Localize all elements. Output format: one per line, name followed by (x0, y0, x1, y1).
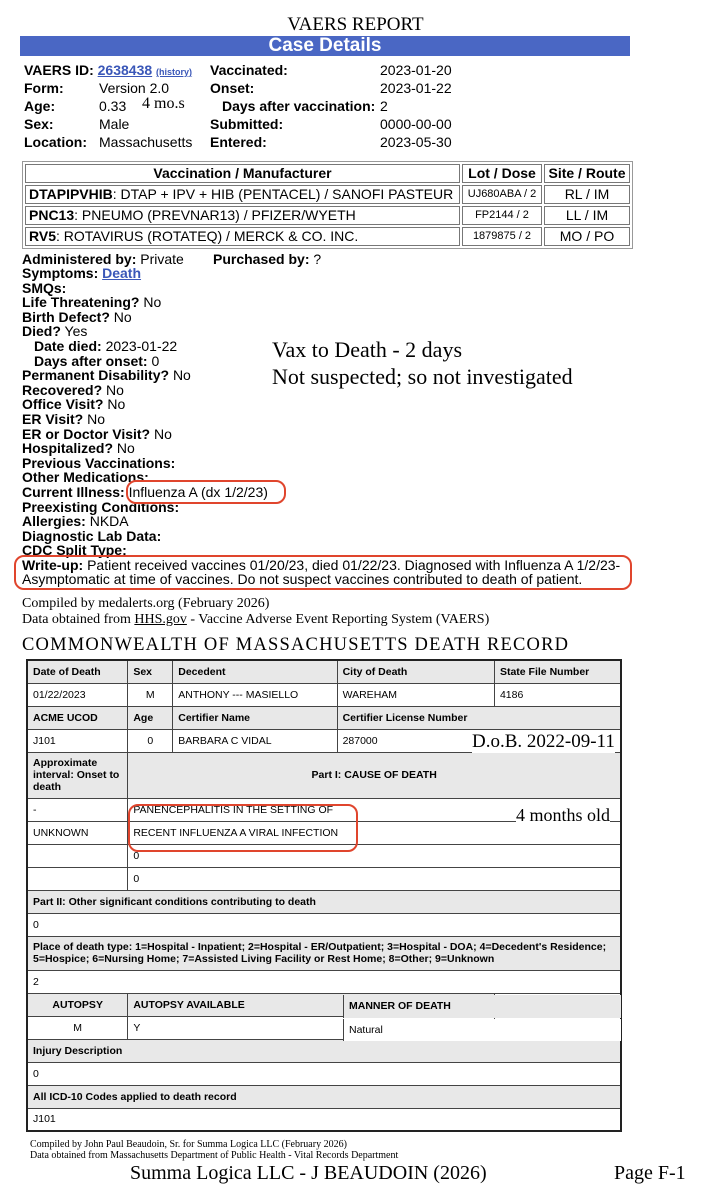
days-after-value: 2 (380, 98, 388, 114)
cdc-split-row: CDC Split Type: (22, 542, 127, 559)
hhs-link[interactable]: HHS.gov (134, 612, 187, 627)
table-row (25, 185, 630, 204)
interval-value: UNKNOWN (27, 821, 128, 844)
cause-value: 0 (128, 867, 621, 890)
preexisting-conditions-row: Preexisting Conditions: (22, 498, 180, 515)
table-row (25, 206, 630, 225)
part2-header: Part II: Other significant conditions contributing to death (27, 890, 621, 913)
acme-ucod-value: J101 (27, 729, 128, 752)
age-value: 0.33 (99, 98, 127, 114)
vaccine-cell: DTAPIPVHIB: DTAP + IPV + HIB (PENTACEL) / SANOFI PASTEUR (25, 185, 460, 204)
decedent-value: ANTHONY --- MASIELLO (173, 683, 337, 706)
table-row (27, 970, 621, 993)
recovered-row: Recovered? No (22, 381, 124, 398)
table-row (27, 867, 621, 890)
site-cell: RL / IM (544, 185, 630, 204)
autopsy-available-header: AUTOPSY AVAILABLE (128, 993, 495, 1016)
lot-cell: FP2144 / 2 (462, 206, 542, 225)
certifier-license-value: 287000 (337, 729, 621, 752)
table-row (27, 1039, 621, 1062)
table-row (27, 752, 621, 798)
death-symptom-link[interactable]: Death (102, 265, 142, 281)
footer-compiled-2: Data obtained from Massachusetts Department of Public Health - Vital Records Department (30, 1150, 399, 1161)
hospitalized-row: Hospitalized? No (22, 440, 135, 457)
city-of-death-value: WAREHAM (337, 683, 494, 706)
city-of-death-header: City of Death (337, 660, 494, 683)
office-visit-row: Office Visit? No (22, 396, 126, 413)
age-handwritten-note: 4 mo.s (142, 95, 185, 112)
er-doctor-visit-row: ER or Doctor Visit? No (22, 425, 172, 442)
cause-value: PANENCEPHALITIS IN THE SETTING OF (128, 798, 621, 821)
site-cell: LL / IM (544, 206, 630, 225)
icd-codes-value: J101 (27, 1108, 621, 1131)
icd-codes-header: All ICD-10 Codes applied to death record (27, 1085, 621, 1108)
table-row (25, 227, 630, 246)
table-row (27, 660, 621, 683)
age-label: Age: (24, 98, 56, 114)
autopsy-header: AUTOPSY (27, 993, 128, 1016)
table-row (27, 913, 621, 936)
site-cell: MO / PO (544, 227, 630, 246)
cause-value: RECENT INFLUENZA A VIRAL INFECTION (128, 821, 621, 844)
decedent-header: Decedent (173, 660, 337, 683)
autopsy-value: M (27, 1016, 128, 1039)
other-medications-row: Other Medications: (22, 469, 149, 486)
history-link[interactable]: (history) (156, 67, 193, 77)
writeup-row: Write-up: Patient received vaccines 01/20/23, died 01/22/23. Diagnosed with Influenza A 1/2/23- (22, 556, 621, 573)
days-after-label: Days after vaccination: (222, 98, 376, 114)
certifier-license-header: Certifier License Number (337, 706, 621, 729)
death-record-table (26, 659, 622, 1132)
symptoms-row: Symptoms: Death (22, 265, 142, 281)
submitted-label: Submitted: (210, 116, 284, 132)
table-row (27, 706, 621, 729)
dob-annotation: D.o.B. 2022-09-11 (472, 731, 615, 752)
part2-value: 0 (27, 913, 621, 936)
footer-compiled-1: Compiled by John Paul Beaudoin, Sr. for Summa Logica LLC (February 2026) (30, 1139, 347, 1150)
not-suspected-annotation: Not suspected; so not investigated (272, 364, 573, 389)
table-row (27, 683, 621, 706)
previous-vaccinations-row: Previous Vaccinations: (22, 454, 176, 471)
table-row (27, 890, 621, 913)
vax-to-death-annotation: Vax to Death - 2 days (272, 337, 463, 362)
location-value: Massachusetts (99, 134, 193, 150)
onset-value: 2023-01-22 (380, 80, 452, 96)
injury-description-value: 0 (27, 1062, 621, 1085)
table-row (27, 1108, 621, 1131)
lot-cell: UJ680ABA / 2 (462, 185, 542, 204)
brand-footer: Summa Logica LLC - J BEAUDOIN (2026) (130, 1162, 487, 1184)
table-row (27, 1085, 621, 1108)
smqs-row: SMQs: (22, 279, 67, 296)
writeup-highlight (14, 555, 632, 590)
sex-header: Sex (128, 660, 173, 683)
vaccination-table-header (25, 164, 630, 183)
table-row (27, 1062, 621, 1085)
date-of-death-header: Date of Death (27, 660, 128, 683)
date-of-death-value: 01/22/2023 (27, 683, 128, 706)
sex-label: Sex: (24, 116, 54, 132)
table-row (27, 936, 621, 970)
allergies-row: Allergies: NKDA (22, 513, 129, 530)
interval-header: Approximate interval: Onset to death (27, 752, 128, 798)
case-details-banner: Case Details (20, 36, 630, 56)
form-value: Version 2.0 (99, 80, 170, 96)
cause-value: 0 (128, 844, 621, 867)
months-old-annotation: 4 months old (516, 805, 611, 825)
cause-of-death-highlight (128, 804, 358, 852)
cause-of-death-header: Part I: CAUSE OF DEATH (128, 752, 621, 798)
vaers-id-label: VAERS ID: (24, 62, 94, 78)
lot-cell: 1879875 / 2 (462, 227, 542, 246)
interval-value (27, 844, 128, 867)
diagnostic-lab-row: Diagnostic Lab Data: (22, 527, 162, 544)
page-number: Page F-1 (614, 1162, 686, 1184)
certifier-name-value: BARBARA C VIDAL (173, 729, 337, 752)
injury-description-header: Injury Description (27, 1039, 621, 1062)
date-died-row: Date died: 2023-01-22 (34, 337, 178, 354)
vaccinated-value: 2023-01-20 (380, 62, 452, 78)
symptoms-block (22, 266, 620, 587)
permanent-disability-row: Permanent Disability? No (22, 367, 191, 384)
compiled-by-medalerts: Compiled by medalerts.org (February 2026) Data obtained from HHS.gov - Vaccine Adverse Event Reporting System (VAERS) (22, 596, 490, 627)
vaccine-cell: RV5: ROTAVIRUS (ROTATEQ) / MERCK & CO. INC. (25, 227, 460, 246)
age-value: 0 (128, 729, 173, 752)
purchased-row: Purchased by: ? (213, 251, 322, 267)
place-of-death-value: 2 (27, 970, 621, 993)
site-route-header: Site / Route (544, 164, 630, 183)
vaers-id-link[interactable]: 2638438 (97, 62, 153, 78)
report-title: VAERS REPORT (287, 14, 424, 35)
onset-label: Onset: (210, 80, 255, 96)
vaccine-cell: PNC13: PNEUMO (PREVNAR13) / PFIZER/WYETH (25, 206, 460, 225)
interval-value (27, 867, 128, 890)
location-label: Location: (24, 134, 87, 150)
place-of-death-header: Place of death type: 1=Hospital - Inpatient; 2=Hospital - ER/Outpatient; 3=Hospital - DOA; 4=Decedent's Residence; 5=Hospice; 6=Nursing Home; 7=Assisted Living Facility or Rest Home; 8=Other; 9=Unknown (27, 936, 621, 970)
current-illness-highlight (126, 480, 286, 504)
death-record-title: COMMONWEALTH OF MASSACHUSETTS DEATH RECORD (22, 635, 570, 655)
form-label: Form: (24, 80, 64, 96)
manner-of-death-header: MANNER OF DEATH (343, 995, 621, 1018)
entered-label: Entered: (210, 134, 267, 150)
life-threatening-row: Life Threatening? No (22, 294, 162, 311)
administered-row: Administered by: Private (22, 251, 184, 267)
manner-of-death-value: Natural (343, 1019, 621, 1041)
days-after-onset-row: Days after onset: 0 (34, 352, 160, 369)
certifier-name-header: Certifier Name (173, 706, 337, 729)
birth-defect-row: Birth Defect? No (22, 308, 132, 325)
interval-value: - (27, 798, 128, 821)
submitted-value: 0000-00-00 (380, 116, 452, 132)
state-file-number-value: 4186 (494, 683, 621, 706)
vaccination-manufacturer-header: Vaccination / Manufacturer (25, 164, 460, 183)
vaccination-table (22, 161, 633, 249)
sex-value: Male (99, 116, 130, 132)
entered-value: 2023-05-30 (380, 134, 452, 150)
vaccinated-label: Vaccinated: (210, 62, 288, 78)
autopsy-available-value: Y (128, 1016, 495, 1039)
sex-value: M (128, 683, 173, 706)
writeup-row-2: Asymptomatic at time of vaccines. Do not suspect vaccines contributed to death of patient. (22, 571, 583, 588)
er-visit-row: ER Visit? No (22, 410, 105, 427)
state-file-number-header: State File Number (494, 660, 621, 683)
died-row: Died? Yes (22, 323, 88, 340)
age-header: Age (128, 706, 173, 729)
current-illness-row: Current Illness: Influenza A (dx 1/2/23) (22, 483, 268, 500)
acme-ucod-header: ACME UCOD (27, 706, 128, 729)
lot-dose-header: Lot / Dose (462, 164, 542, 183)
vaers-id-row (24, 61, 192, 81)
